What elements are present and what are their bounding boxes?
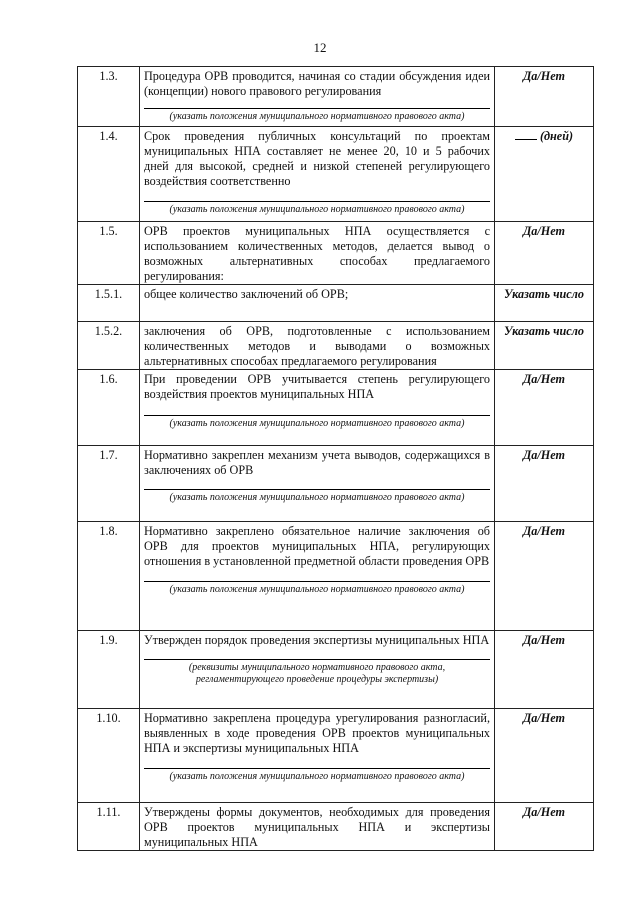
row-number: 1.5. [78,222,140,285]
fill-line [144,768,490,769]
table-row [78,127,594,222]
row-text: Утвержден порядок проведения экспертизы муниципальных НПА [144,633,490,647]
row-note: (указать положения муниципального нормативного правового акта) [169,204,465,215]
row-number: 1.4. [78,127,140,222]
row-text: Нормативно закреплено обязательное наличие заключения об ОРВ для проектов муниципальных НПА, регулирующих отношения в установленной предметной области проведения ОРВ [144,524,490,568]
row-number: 1.6. [78,370,140,446]
row-text: общее количество заключений об ОРВ; [140,285,495,322]
row-text-cell [140,127,495,222]
row-number: 1.10. [78,709,140,803]
row-number: 1.9. [78,631,140,709]
row-text-cell [140,370,495,446]
table-row [78,522,594,631]
row-text: заключения об ОРВ, подготовленные с использованием количественных методов и выводами о возможных альтернативных способах предлагаемого регулирования [140,322,495,370]
row-note: (указать положения муниципального нормативного правового акта) [169,492,465,503]
row-note: (указать положения муниципального нормативного правового акта) [169,111,465,122]
table-row [78,370,594,446]
row-text-cell [140,522,495,631]
row-text-cell [140,67,495,127]
row-text: При проведении ОРВ учитывается степень регулирующего воздействия проектов муниципальных НПА [144,372,490,401]
fill-line [144,201,490,202]
row-note: (указать положения муниципального нормативного правового акта) [169,418,465,429]
row-answer: Да/Нет [495,67,594,127]
row-answer: Да/Нет [495,631,594,709]
row-answer: Да/Нет [495,370,594,446]
row-answer: Да/Нет [495,803,594,851]
fill-line [144,489,490,490]
row-answer: Да/Нет [495,222,594,285]
row-answer-cell [495,127,594,222]
fill-line [144,581,490,582]
row-text-cell [140,709,495,803]
row-text: ОРВ проектов муниципальных НПА осуществляется с использованием количественных методов, делается вывод о возможных альтернативных способах предлагаемого регулирования: [140,222,495,285]
row-text-cell [140,631,495,709]
row-answer: (дней) [539,129,574,143]
row-number: 1.5.2. [78,322,140,370]
row-number: 1.11. [78,803,140,851]
row-text: Нормативно закреплен механизм учета выводов, содержащихся в заключениях об ОРВ [144,448,490,477]
row-answer: Указать число [495,285,594,322]
days-blank [515,139,537,140]
table-row [78,67,594,127]
table-row [78,222,594,285]
fill-line [144,659,490,660]
row-number: 1.5.1. [78,285,140,322]
row-text-cell [140,446,495,522]
row-answer: Указать число [495,322,594,370]
fill-line [144,415,490,416]
row-text: Срок проведения публичных консультаций по проектам муниципальных НПА составляет не менее 20, 10 и 5 рабочих дней для высокой, средней и низкой степеней регулирующего воздействия соответственно [144,129,490,188]
row-number: 1.3. [78,67,140,127]
row-note: (указать положения муниципального нормативного правового акта) [169,771,465,782]
table-row [78,803,594,851]
table-row [78,322,594,370]
row-answer: Да/Нет [495,709,594,803]
page-number: 12 [313,40,327,55]
row-answer: Да/Нет [495,446,594,522]
row-text: Процедура ОРВ проводится, начиная со стадии обсуждения идеи (концепции) нового правового регулирования [144,69,490,98]
row-note: (реквизиты муниципального нормативного правового акта, регламентирующего проведение процедуры экспертизы) [188,662,446,685]
table-row [78,446,594,522]
table-row [78,285,594,322]
fill-line [144,108,490,109]
row-text: Утверждены формы документов, необходимых для проведения ОРВ проектов муниципальных НПА и экспертизы муниципальных НПА [140,803,495,851]
criteria-table [77,66,594,851]
row-number: 1.7. [78,446,140,522]
table-row [78,631,594,709]
row-text: Нормативно закреплена процедура урегулирования разногласий, выявленных в ходе проведения ОРВ проектов муниципальных НПА и экспертизы муниципальных НПА [144,711,490,755]
row-number: 1.8. [78,522,140,631]
row-note: (указать положения муниципального нормативного правового акта) [169,584,465,595]
row-answer: Да/Нет [495,522,594,631]
table-row [78,709,594,803]
